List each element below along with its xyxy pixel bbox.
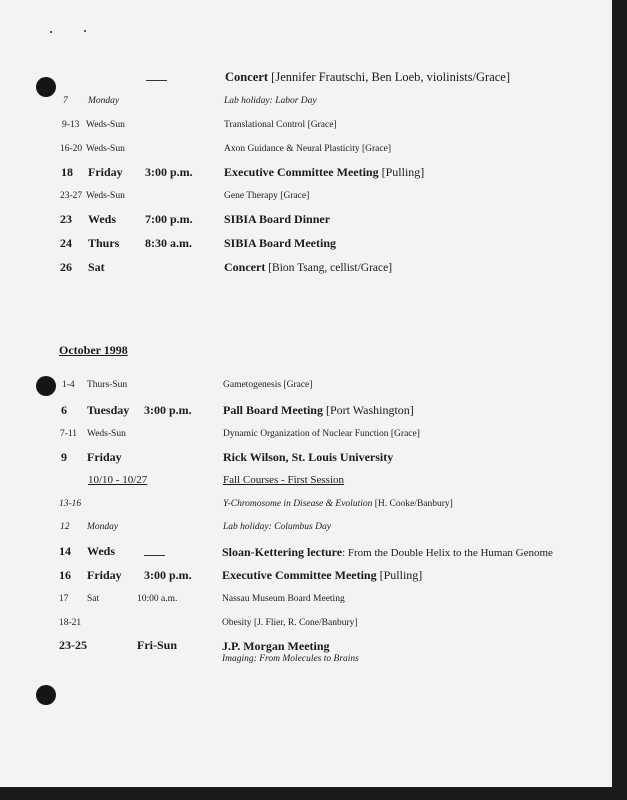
event-date: 1-4 [62,380,75,390]
event-day: Friday [87,568,122,582]
event-day: Friday [88,165,123,179]
event-title: J.P. Morgan Meeting [222,639,330,653]
event-date: 7 [63,96,68,106]
event-day: Thurs [88,236,120,250]
punch-hole [36,685,56,705]
event-day: Weds-Sun [87,429,126,439]
event-title: Fall Courses - First Session [223,474,345,486]
event-title: Pall Board Meeting [223,403,323,417]
event-title: Y-Chromosome in Disease & Evolution [223,499,373,509]
event-row [223,430,420,440]
event-day: Thurs-Sun [87,380,128,390]
event-title: Obesity [222,618,252,628]
event-time: 8:30 a.m. [145,236,192,250]
event-date: 9-13 [62,120,80,130]
event-day: Weds [87,544,116,558]
event-day: Monday [87,522,119,532]
event-date: 16-20 [60,144,83,154]
event-day: Tuesday [87,403,130,417]
event-note: : From the Double Helix to the Human Genome [342,547,553,559]
event-note: [Grace] [307,120,337,130]
event-row [224,261,392,275]
event-date: 18-21 [59,618,82,628]
event-row [222,619,358,629]
event-note: [J. Flier, R. Cone/Banbury] [253,618,358,628]
event-title: Concert [224,260,266,274]
date-range: 10/10 - 10/27 [88,474,148,486]
event-date: 17 [59,594,69,604]
event-row [225,71,510,84]
event-title: SIBIA Board Dinner [224,212,331,226]
event-time: 10:00 a.m. [137,594,178,604]
event-day: Weds-Sun [86,120,125,130]
scan-speck [50,31,52,33]
punch-hole [36,376,56,396]
event-title: Gene Therapy [224,191,278,201]
blank-time-line [144,555,165,556]
event-title: Gametogenesis [223,380,282,390]
event-note: [Grace] [361,144,391,154]
event-note: [Grace] [280,191,310,201]
event-date: 7-11 [60,429,78,439]
event-row [223,500,453,510]
event-row [222,546,553,559]
event-title: Translational Control [224,120,306,130]
event-note: [Jennifer Frautschi, Ben Loeb, violinists/Grace] [271,70,510,84]
event-date: 13-16 [59,499,82,509]
event-row [223,404,414,416]
event-row [223,381,312,391]
event-title: Nassau Museum Board Meeting [222,594,345,604]
event-row [222,569,422,581]
event-date: 26 [60,260,72,274]
event-title: Rick Wilson, St. Louis University [223,450,394,464]
event-note: [Bion Tsang, cellist/Grace] [268,262,393,274]
event-row [224,192,309,202]
month-heading: October 1998 [59,343,128,357]
event-day: Weds [88,212,117,226]
event-day: Sat [87,594,100,604]
event-day: Sat [88,260,105,274]
event-title: Axon Guidance & Neural Plasticity [224,144,360,154]
event-date: 23 [60,212,72,226]
event-note: [H. Cooke/Banbury] [374,499,453,509]
event-note: [Pulling] [381,165,425,179]
blank-time-line [146,80,167,81]
event-date: 16 [59,568,71,582]
event-date: 23-27 [60,191,83,201]
event-date: 6 [61,403,67,417]
event-date: 14 [59,544,71,558]
event-date: 9 [61,450,67,464]
event-title: Concert [225,70,269,84]
event-day: Monday [88,96,120,106]
event-time: 3:00 p.m. [145,165,193,179]
event-note: [Grace] [283,380,313,390]
event-note: [Pulling] [379,568,423,582]
punch-hole [36,77,56,97]
event-time: 7:00 p.m. [145,212,193,226]
event-title: Dynamic Organization of Nuclear Function [223,429,389,439]
event-row [224,121,337,131]
event-title: Executive Committee Meeting [224,165,379,179]
event-date: 12 [60,522,70,532]
event-date: 18 [61,165,73,179]
event-day: Weds-Sun [86,191,125,201]
event-title: Lab holiday: Columbus Day [223,522,331,532]
scan-speck [84,30,86,32]
event-row [224,145,391,155]
event-day: Weds-Sun [86,144,125,154]
event-note: [Grace] [390,429,420,439]
event-time: 3:00 p.m. [144,568,192,582]
event-day: Fri-Sun [137,638,178,652]
event-subtitle: Imaging: From Molecules to Brains [222,654,359,664]
event-row [224,166,424,178]
event-date: 24 [60,236,72,250]
event-title: SIBIA Board Meeting [224,236,337,250]
event-time: 3:00 p.m. [144,403,192,417]
event-title: Executive Committee Meeting [222,568,377,582]
event-note: [Port Washington] [325,403,414,417]
event-title: Lab holiday: Labor Day [224,96,317,106]
event-day: Friday [87,450,122,464]
event-date: 23-25 [59,638,87,652]
event-title: Sloan-Kettering lecture [222,545,343,559]
